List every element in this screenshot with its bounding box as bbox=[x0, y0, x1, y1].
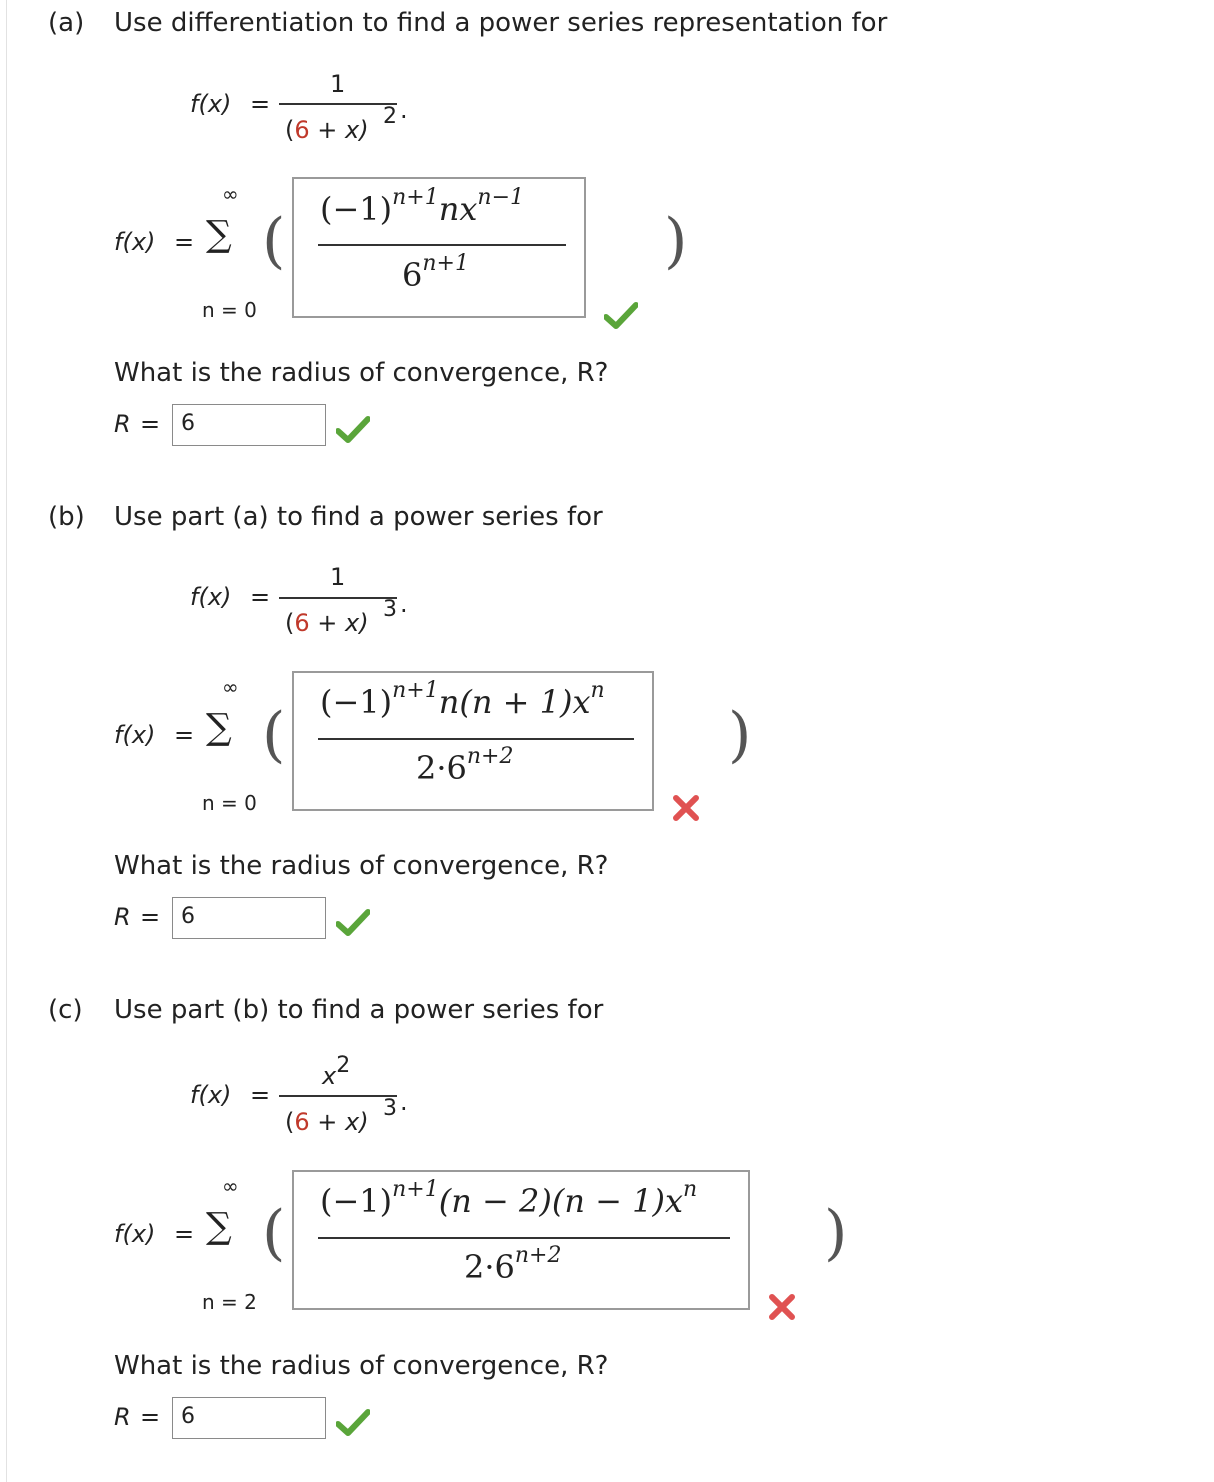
part-label: (b) bbox=[48, 502, 85, 532]
sum-lower-limit: n = 2 bbox=[202, 1290, 257, 1314]
equals-sign: = bbox=[174, 721, 195, 749]
radius-value: 6 bbox=[181, 411, 195, 436]
left-paren: ( bbox=[262, 206, 286, 276]
sigma-icon: ∑ bbox=[206, 707, 232, 748]
function-numerator: 1 bbox=[330, 70, 346, 98]
fx-label: f(x) bbox=[114, 228, 156, 256]
fx-label: f(x) bbox=[114, 721, 156, 749]
period: . bbox=[400, 1088, 408, 1116]
fx-label: f(x) bbox=[114, 1220, 156, 1248]
checkmark-icon bbox=[336, 909, 370, 937]
equals-sign: = bbox=[174, 228, 195, 256]
fraction-bar bbox=[279, 103, 397, 105]
denominator-power: 2 bbox=[383, 104, 397, 129]
sigma-icon: ∑ bbox=[206, 214, 232, 255]
denominator-power: 3 bbox=[383, 1096, 397, 1121]
x-mark-icon bbox=[672, 794, 700, 822]
function-numerator: 1 bbox=[330, 563, 346, 591]
right-paren: ) bbox=[824, 1198, 848, 1268]
fx-label: f(x) bbox=[190, 1081, 232, 1109]
answer-fraction-bar bbox=[318, 738, 634, 740]
period: . bbox=[400, 590, 408, 618]
equals-sign: = bbox=[174, 1220, 195, 1248]
left-paren: ( bbox=[262, 700, 286, 770]
fraction-bar bbox=[279, 597, 397, 599]
radius-question: What is the radius of convergence, R? bbox=[114, 1351, 609, 1381]
part-prompt: Use part (a) to find a power series for bbox=[114, 502, 603, 532]
answer-denominator: $2\cdot 6^{n+2}$ bbox=[464, 1243, 562, 1286]
fx-label: f(x) bbox=[190, 583, 232, 611]
sigma-icon: ∑ bbox=[206, 1206, 232, 1247]
equals-sign: = bbox=[250, 583, 271, 611]
answer-fraction-bar bbox=[318, 244, 566, 246]
function-denominator: (6 + x) bbox=[285, 1108, 369, 1136]
left-border bbox=[6, 0, 7, 1482]
radius-label: R bbox=[114, 1403, 131, 1431]
equals-sign: = bbox=[250, 1081, 271, 1109]
period: . bbox=[400, 96, 408, 124]
equals-sign: = bbox=[250, 90, 271, 118]
radius-input[interactable] bbox=[172, 404, 326, 446]
sum-upper-limit: ∞ bbox=[222, 675, 239, 699]
equals-sign: = bbox=[140, 1403, 161, 1431]
checkmark-icon bbox=[604, 302, 638, 330]
radius-question: What is the radius of convergence, R? bbox=[114, 851, 609, 881]
equals-sign: = bbox=[140, 903, 161, 931]
x-mark-icon bbox=[768, 1293, 796, 1321]
sum-lower-limit: n = 0 bbox=[202, 298, 257, 322]
radius-input[interactable] bbox=[172, 897, 326, 939]
function-denominator: (6 + x) bbox=[285, 116, 369, 144]
function-denominator: (6 + x) bbox=[285, 609, 369, 637]
answer-denominator: $2\cdot 6^{n+2}$ bbox=[416, 744, 514, 787]
part-label: (a) bbox=[48, 8, 85, 38]
checkmark-icon bbox=[336, 1409, 370, 1437]
right-paren: ) bbox=[728, 700, 752, 770]
equals-sign: = bbox=[140, 410, 161, 438]
part-prompt: Use differentiation to find a power series representation for bbox=[114, 8, 888, 38]
sum-upper-limit: ∞ bbox=[222, 1174, 239, 1198]
radius-input[interactable] bbox=[172, 1397, 326, 1439]
radius-label: R bbox=[114, 410, 131, 438]
answer-numerator: $(-1)^{n+1}(n - 2)(n - 1)x^n$ bbox=[320, 1177, 698, 1220]
radius-question: What is the radius of convergence, R? bbox=[114, 358, 609, 388]
part-prompt: Use part (b) to find a power series for bbox=[114, 995, 604, 1025]
part-label: (c) bbox=[48, 995, 83, 1025]
radius-value: 6 bbox=[181, 1404, 195, 1429]
radius-value: 6 bbox=[181, 904, 195, 929]
answer-numerator: $(-1)^{n+1}n(n + 1)x^n$ bbox=[320, 678, 605, 721]
answer-fraction-bar bbox=[318, 1237, 730, 1239]
radius-label: R bbox=[114, 903, 131, 931]
answer-numerator: $(-1)^{n+1}nx^{n-1}$ bbox=[320, 185, 525, 228]
denominator-power: 3 bbox=[383, 597, 397, 622]
left-paren: ( bbox=[262, 1198, 286, 1268]
checkmark-icon bbox=[336, 416, 370, 444]
answer-denominator: $6^{n+1}$ bbox=[402, 251, 469, 294]
fraction-bar bbox=[279, 1095, 397, 1097]
sum-upper-limit: ∞ bbox=[222, 182, 239, 206]
sum-lower-limit: n = 0 bbox=[202, 791, 257, 815]
function-numerator: x2 bbox=[322, 1053, 351, 1090]
fx-label: f(x) bbox=[190, 90, 232, 118]
right-paren: ) bbox=[664, 206, 688, 276]
